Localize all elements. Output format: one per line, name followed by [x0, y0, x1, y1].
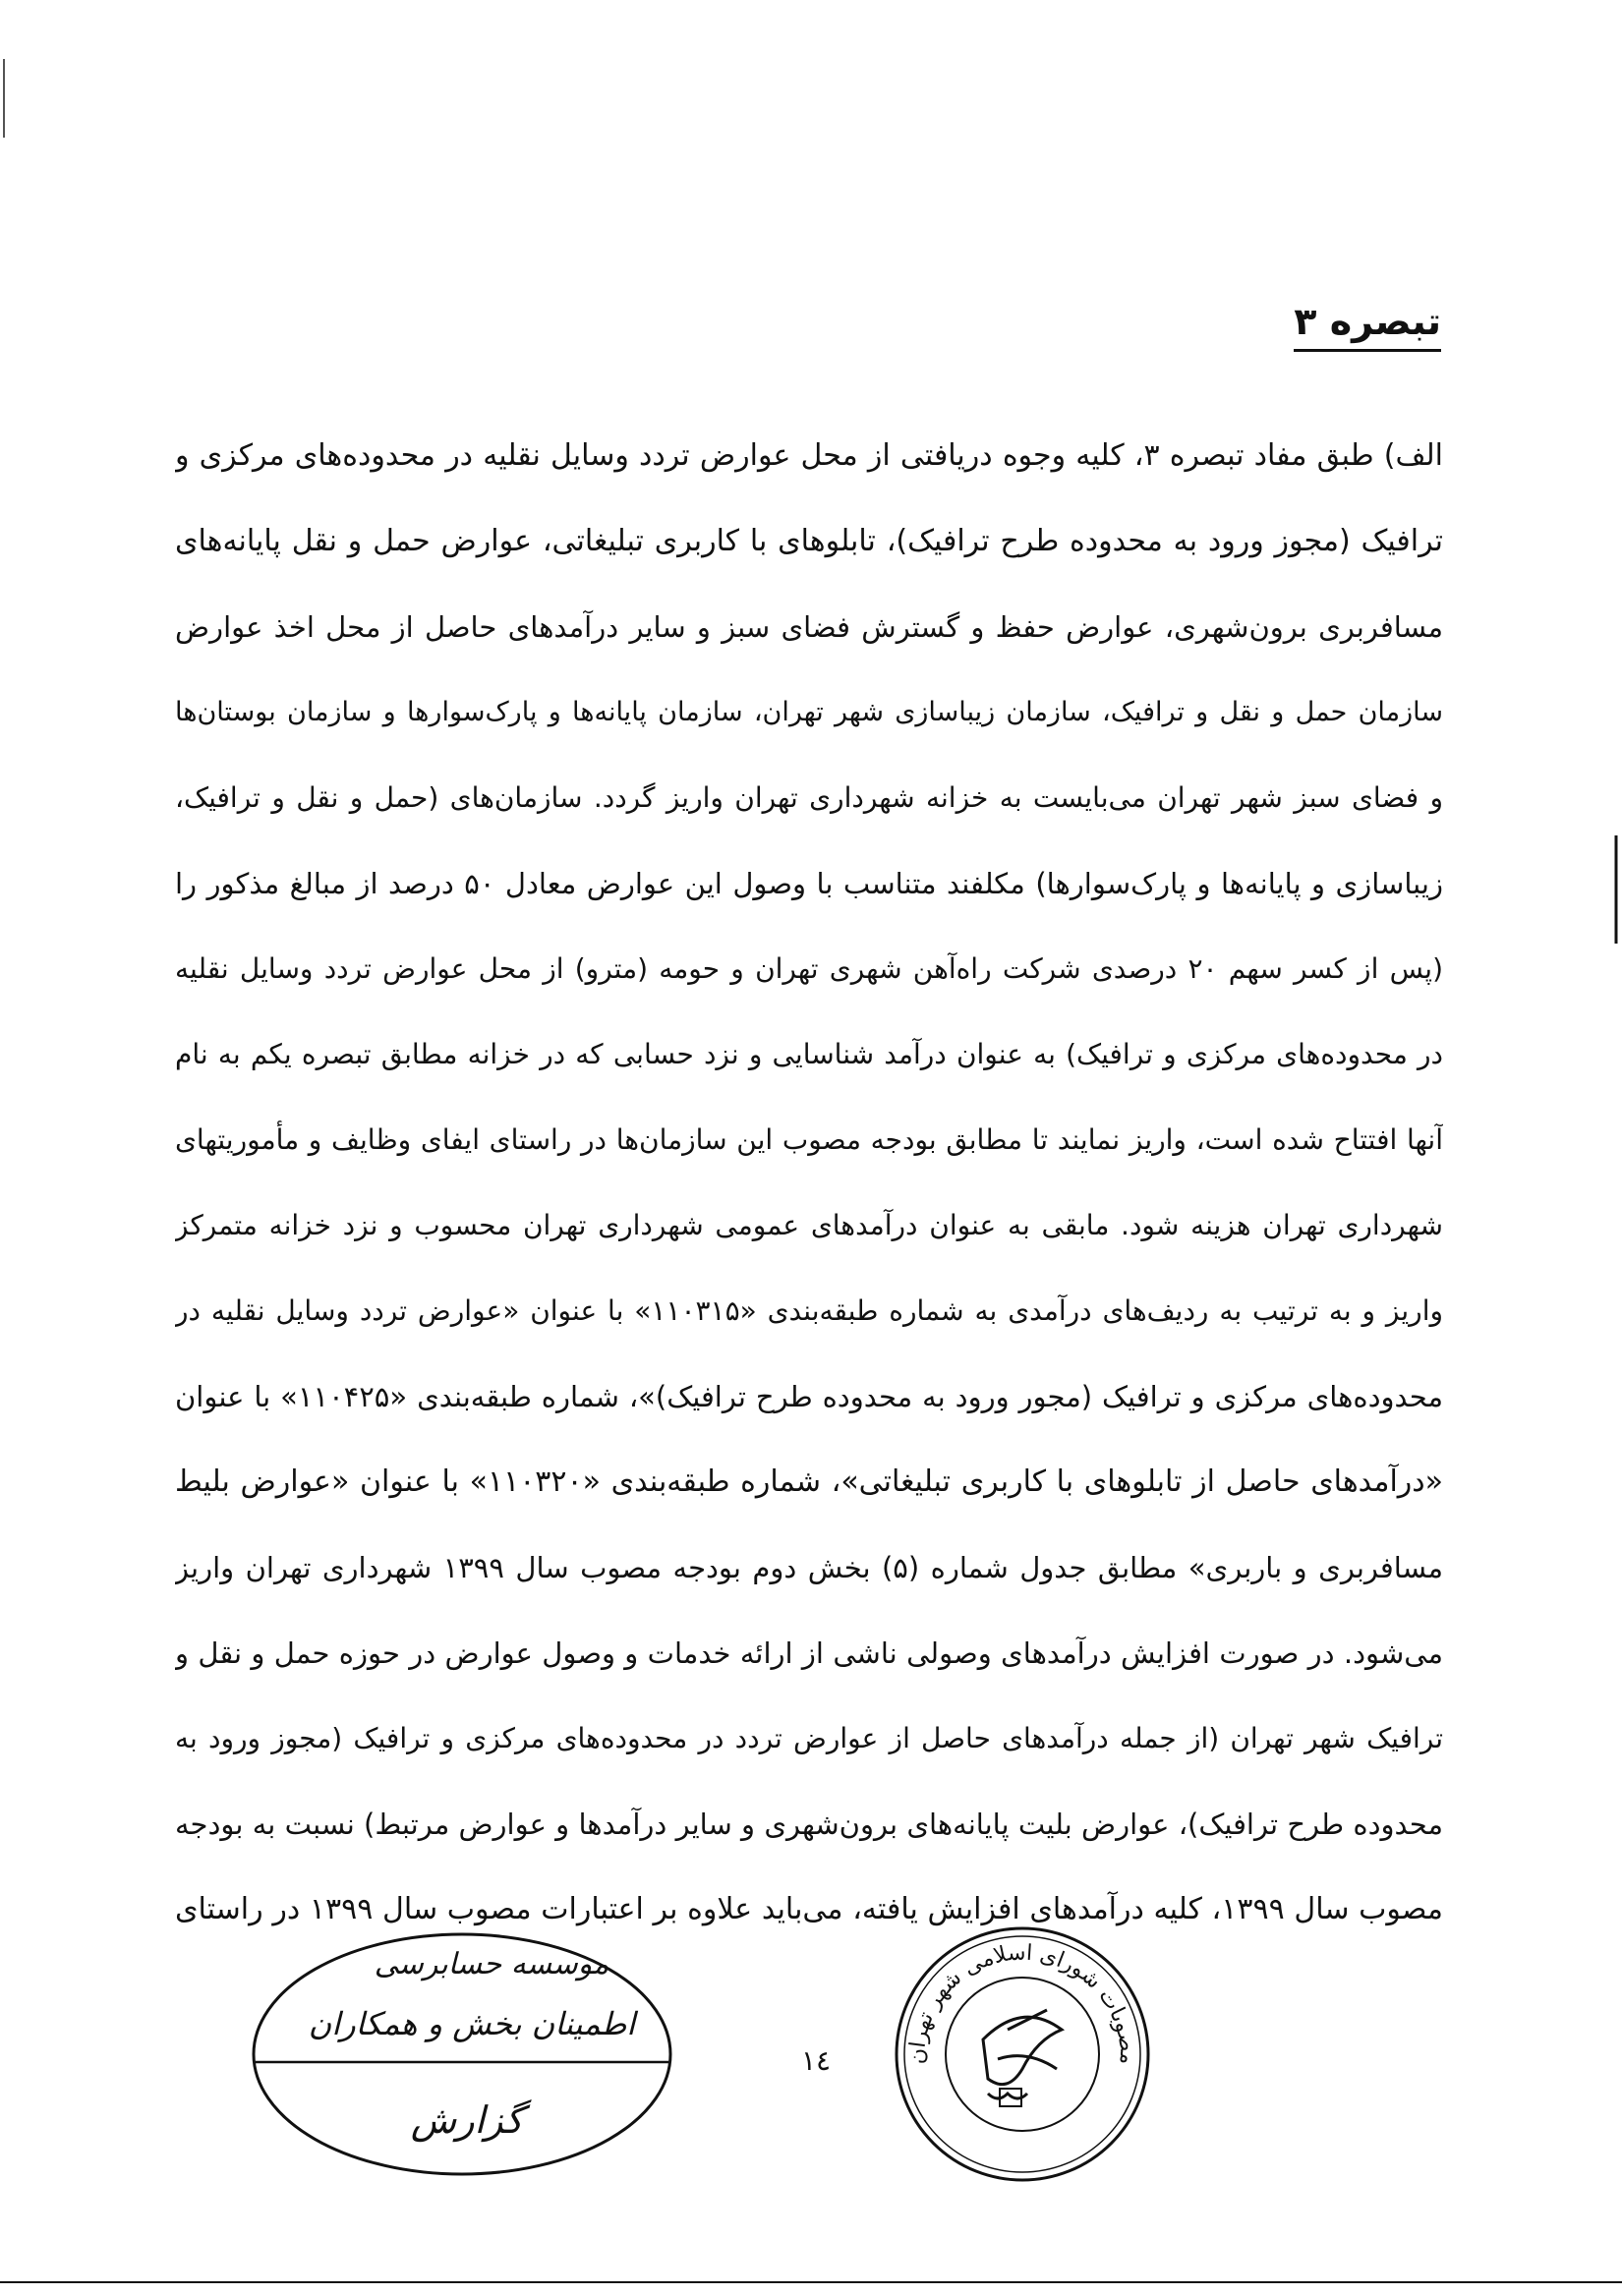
text-line: (پس از کسر سهم ۲۰ درصدی شرکت راه‌آهن شهری تهران و حومه (مترو) از محل عوارض تردد وسایل نقلیه — [175, 952, 1443, 985]
auditor-stamp-line3: گزارش — [410, 2098, 524, 2142]
text-line: زیباسازی و پایانه‌ها و پارک‌سوارها) مکلفند متناسب با وصول این عوارض معادل ۵۰ درصد از مبالغ مذکور را — [175, 867, 1443, 900]
section-heading: تبصره ۳ — [1294, 300, 1441, 352]
text-line: «درآمدهای حاصل از تابلوهای با کاربری تبلیغاتی»، شماره طبقه‌بندی «۱۱۰۳۲۰» با عنوان «عوارض بلیط — [175, 1464, 1443, 1499]
text-line: شهرداری تهران هزینه شود. مابقی به عنوان درآمدهای عمومی شهرداری تهران محسوب و نزد خزانه متمرکز — [175, 1209, 1443, 1241]
auditor-stamp — [246, 1926, 678, 2182]
text-line: محدوده‌های مرکزی و ترافیک (مجور ورود به محدوده طرح ترافیک)»، شماره طبقه‌بندی «۱۱۰۴۲۵» با عنوان — [175, 1380, 1443, 1413]
text-line: ترافیک (مجوز ورود به محدوده طرح ترافیک)، تابلوهای با کاربری تبلیغاتی، عوارض حمل و نقل پایانه‌های — [175, 524, 1443, 558]
seal-emblem-icon — [983, 2010, 1062, 2106]
text-line: در محدوده‌های مرکزی و ترافیک) به عنوان درآمد شناسایی و نزد حسابی که در خزانه مطابق تبصره یکم به نام — [175, 1038, 1443, 1070]
text-line: می‌شود. در صورت افزایش درآمدهای وصولی ناشی از ارائه خدمات و وصول عوارض در حوزه حمل و نقل و — [175, 1636, 1443, 1670]
council-seal — [890, 1922, 1155, 2187]
body-paragraph — [175, 432, 1443, 1972]
text-line: مسافربری برون‌شهری، عوارض حفظ و گسترش فضای سبز و سایر درآمدهای حاصل از محل اخذ عوارض — [175, 610, 1443, 644]
text-line: ترافیک شهر تهران (از جمله درآمدهای حاصل از عوارض تردد در محدوده‌های مرکزی و ترافیک (مجوز ورود به — [175, 1722, 1443, 1754]
text-line: سازمان حمل و نقل و ترافیک، سازمان زیباسازی شهر تهران، سازمان پایانه‌ها و پارک‌سوارها و سازمان بوستان‌ها — [175, 697, 1443, 727]
page-number: ۱٤ — [801, 2044, 832, 2077]
auditor-stamp-line2: اطمینان بخش و همکاران — [308, 2005, 636, 2042]
text-line: مسافربری و باربری» مطابق جدول شماره (۵) بخش دوم بودجه مصوب سال ۱۳۹۹ شهرداری تهران واریز — [175, 1551, 1443, 1584]
text-line: محدوده طرح ترافیک)، عوارض بلیت پایانه‌های برون‌شهری و سایر درآمدها و عوارض مرتبط) نسبت به بودجه — [175, 1808, 1443, 1841]
text-line: واریز و به ترتیب به ردیف‌های درآمدی به شماره طبقه‌بندی «۱۱۰۳۱۵» با عنوان «عوارض تردد وسایل نقلیه در — [175, 1294, 1443, 1327]
text-line: مصوب سال ۱۳۹۹، کلیه درآمدهای افزایش یافته، می‌باید علاوه بر اعتبارات مصوب سال ۱۳۹۹ در راستای — [175, 1892, 1443, 1926]
text-line: آنها افتتاح شده است، واریز نمایند تا مطابق بودجه مصوب این سازمان‌ها در راستای ایفای وظایف و مأموریتهای — [175, 1123, 1443, 1156]
auditor-stamp-line1: موسسه حسابرسی — [374, 1947, 609, 1981]
text-line: و فضای سبز شهر تهران می‌بایست به خزانه شهرداری تهران واریز گردد. سازمان‌های (حمل و نقل و ترافیک، — [175, 781, 1443, 814]
seal-text: مصوبات شورای اسلامی شهر تهران — [904, 1940, 1140, 2065]
text-line: الف) طبق مفاد تبصره ۳، کلیه وجوه دریافتی از محل عوارض تردد وسایل نقلیه در محدوده‌های مرکزی و — [175, 438, 1443, 473]
